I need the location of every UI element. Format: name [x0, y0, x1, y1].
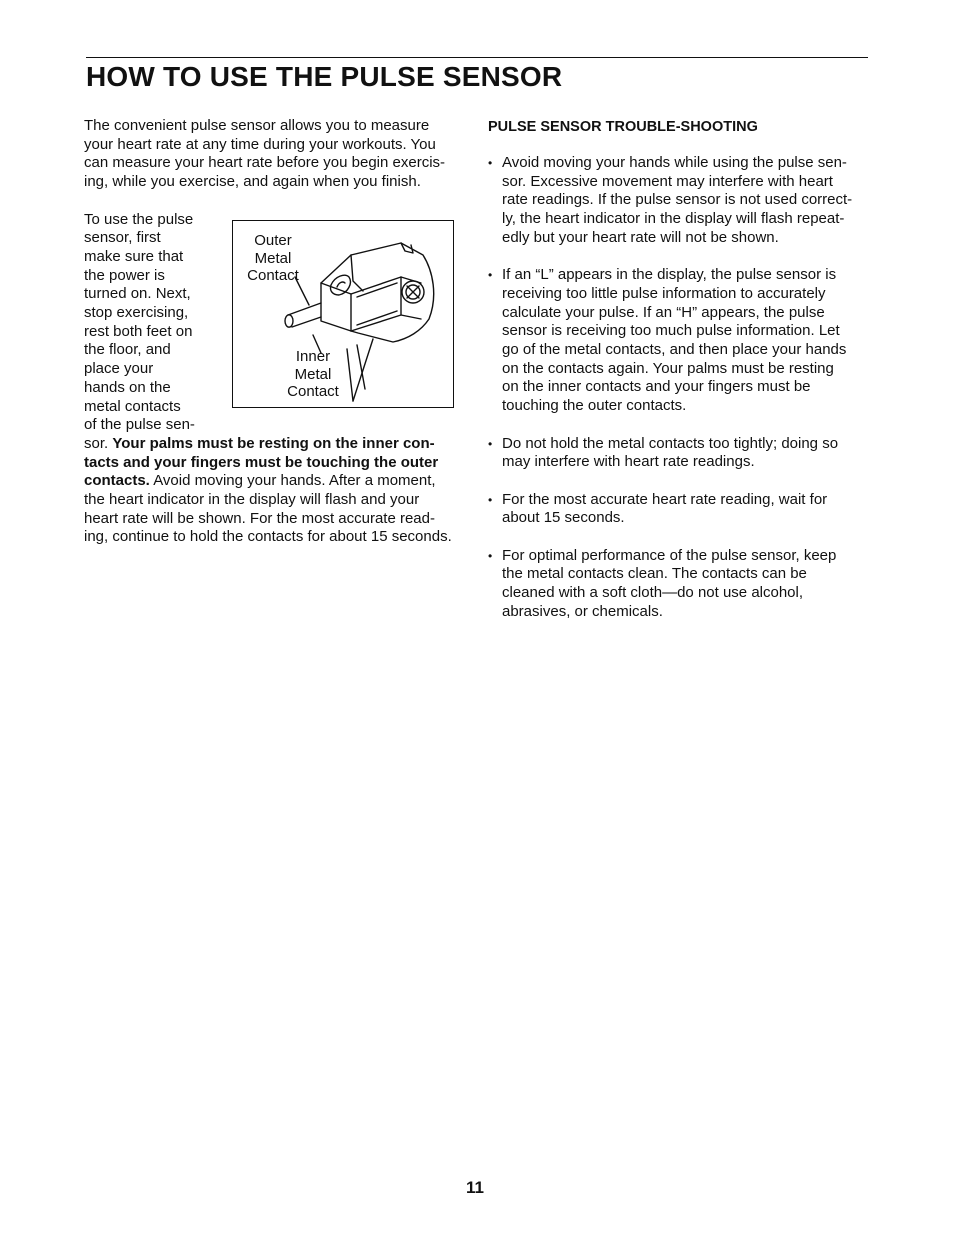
label-line: Contact [287, 383, 339, 400]
intro-line: ing, while you exercise, and again when you finish. [84, 173, 421, 191]
bullet-line: sensor is receiving too much pulse information. Let [502, 322, 840, 340]
bullet-glyph: • [488, 156, 493, 170]
instruction-line: turned on. Next, [84, 285, 191, 303]
list-item [488, 266, 872, 416]
bullet-glyph: • [488, 548, 493, 563]
title-rule [86, 57, 868, 58]
instruction-line: metal contacts [84, 397, 181, 415]
instruction-line: sensor, first [84, 229, 161, 247]
intro-line: can measure your heart rate before you begin exercis- [84, 154, 446, 172]
instruction-line [84, 472, 468, 491]
bullet-line: edly but your heart rate will not be shown. [502, 228, 779, 246]
bullet-line: may interfere with heart rate readings. [502, 453, 755, 471]
bullet-line: Avoid moving your hands while using the pulse sen- [502, 154, 847, 171]
bullet-line: rate readings. If the pulse sensor is not used correct- [502, 191, 853, 209]
list-item [488, 547, 872, 622]
bullet-glyph: • [488, 492, 493, 507]
page-number: 11 [466, 1178, 484, 1197]
bullet-text [502, 435, 872, 472]
bullet-text [502, 266, 872, 416]
bold-text: contacts. [84, 472, 150, 490]
bullet-line: abrasives, or chemicals. [502, 602, 663, 620]
instruction-line: the floor, and [84, 341, 171, 359]
intro-line: The convenient pulse sensor allows you to measure [84, 117, 430, 134]
bold-text: tacts and your fingers must be touching the outer [84, 453, 439, 471]
bullet-line: For optimal performance of the pulse sensor, keep [502, 546, 837, 564]
bold-text: Your palms must be resting on the inner con- [112, 434, 435, 452]
intro-paragraph [84, 117, 468, 192]
bullet-line: go of the metal contacts, and then place your hands [502, 341, 847, 359]
bullet-line: about 15 seconds. [502, 509, 625, 527]
label-line: Metal [294, 365, 332, 383]
bullet-line: Do not hold the metal contacts too tightly; doing so [502, 434, 839, 452]
bullet-line: receiving too little pulse information to accurately [502, 284, 826, 302]
instruction-line: the heart indicator in the display will flash and your [84, 491, 420, 509]
troubleshooting-list [488, 154, 872, 622]
instruction-line: stop exercising, [84, 304, 189, 322]
bullet-line: on the contacts again. Your palms must be resting [502, 359, 834, 377]
label-line: Inner [295, 348, 331, 365]
bullet-text [502, 547, 872, 622]
instruction-line: heart rate will be shown. For the most accurate read- [84, 509, 435, 527]
intro-line: your heart rate at any time during your workouts. You [84, 135, 436, 153]
bullet-glyph: • [488, 436, 493, 451]
bullet-line: For the most accurate heart rate reading, wait for [502, 490, 828, 508]
label-line: Metal [254, 249, 292, 267]
right-column [488, 117, 872, 640]
instruction-line: To use the pulse [84, 210, 194, 228]
bullet-line: the metal contacts clean. The contacts can be [502, 565, 807, 583]
instruction-line: ing, continue to hold the contacts for about 15 seconds. [84, 528, 452, 546]
bullet-line: cleaned with a soft cloth—do not use alcohol, [502, 584, 804, 602]
instructions-full [84, 435, 468, 547]
bullet-line: touching the outer contacts. [502, 397, 687, 415]
instruction-line: rest both feet on [84, 322, 193, 340]
outer-contact-label [245, 232, 301, 285]
instruction-line: place your [84, 360, 154, 378]
list-item [488, 435, 872, 472]
instruction-line: of the pulse sen- [84, 416, 195, 434]
bullet-glyph: • [488, 268, 493, 283]
bullet-line: on the inner contacts and your fingers must be [502, 378, 811, 396]
bullet-text [502, 491, 872, 528]
bullet-line: If an “L” appears in the display, the pulse sensor is [502, 266, 837, 284]
list-item [488, 154, 872, 248]
instruction-line [84, 435, 468, 454]
instruction-line: the power is [84, 266, 165, 284]
list-item [488, 491, 872, 528]
plain-text: sor. [84, 434, 113, 452]
inner-contact-label [285, 348, 341, 401]
bullet-line: sor. Excessive movement may interfere with heart [502, 172, 833, 190]
label-line: Contact [247, 267, 299, 284]
page-title: HOW TO USE THE PULSE SENSOR [86, 61, 563, 92]
label-line: Outer [254, 232, 292, 249]
bullet-text [502, 154, 872, 248]
instructions-wrapped [84, 211, 214, 435]
troubleshooting-heading: PULSE SENSOR TROUBLE-SHOOTING [488, 119, 758, 135]
bullet-line: calculate your pulse. If an “H” appears, the pulse [502, 303, 825, 321]
bullet-line: ly, the heart indicator in the display will flash repeat- [502, 210, 845, 228]
plain-text: Avoid moving your hands. After a moment, [149, 472, 436, 490]
instruction-line: make sure that [84, 247, 184, 265]
pulse-sensor-figure [232, 220, 454, 408]
instruction-line: hands on the [84, 378, 171, 396]
